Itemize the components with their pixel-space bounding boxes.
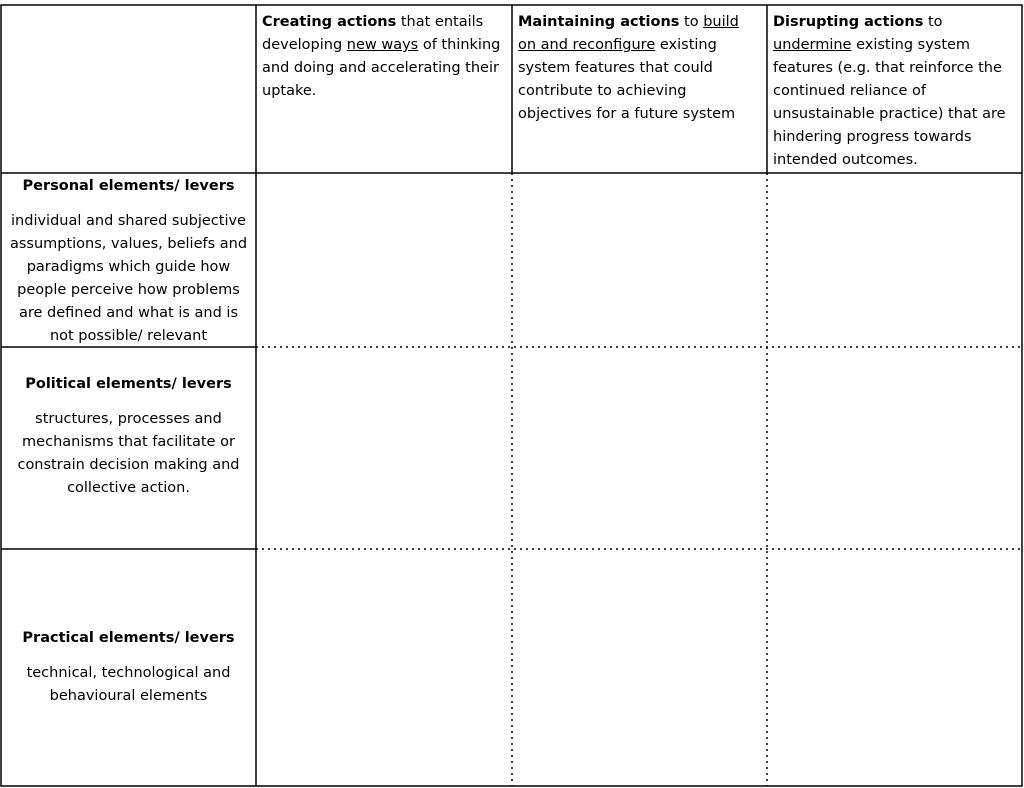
- cell-practical-creating: [256, 549, 512, 786]
- cell-political-disrupting: [767, 347, 1022, 549]
- personal-elements-description: individual and shared subjective assumptions, values, beliefs and paradigms which guide how people perceive how problems are defined and what is and is not possible/ relevant: [9, 213, 248, 344]
- political-elements-title: Political elements/ levers: [25, 375, 232, 392]
- creating-actions-underlined: new ways: [346, 37, 419, 53]
- cell-personal-disrupting: [767, 173, 1022, 347]
- disrupting-actions-underlined: undermine: [773, 37, 852, 53]
- row-label-political: [1, 347, 256, 549]
- row-label-personal: [1, 173, 256, 347]
- header-creating-actions: Creating actions that entails developing new ways of thinking and doing and accelerating their uptake.: [262, 14, 501, 99]
- disrupting-actions-title: Disrupting actions: [773, 14, 924, 30]
- cell-personal-creating: [256, 173, 512, 347]
- header-disrupting-actions: Disrupting actions to undermine existing system features (e.g. that reinforce the continued reliance of unsustainable practice) that are hindering progress towards intended outcomes.: [773, 14, 1006, 168]
- maintaining-actions-underlined: build on and reconfigure: [518, 14, 739, 53]
- header-maintaining-actions: Maintaining actions to build on and reconfigure existing system features that could contribute to achieving objectives for a future system: [518, 14, 739, 122]
- political-elements-description: structures, processes and mechanisms that facilitate or constrain decision making and collective action.: [17, 410, 240, 496]
- creating-actions-title: Creating actions: [262, 14, 397, 30]
- cell-personal-maintaining: [512, 173, 767, 347]
- cell-practical-maintaining: [512, 549, 767, 786]
- cell-political-maintaining: [512, 347, 767, 549]
- practical-elements-title: Practical elements/ levers: [22, 630, 235, 646]
- cell-practical-disrupting: [767, 549, 1022, 786]
- row-label-practical: [1, 549, 256, 786]
- practical-elements-description: technical, technological and behavioural elements: [26, 665, 231, 704]
- cell-political-creating: [256, 347, 512, 549]
- personal-elements-title: Personal elements/ levers: [22, 178, 235, 194]
- maintaining-actions-title: Maintaining actions: [518, 14, 680, 30]
